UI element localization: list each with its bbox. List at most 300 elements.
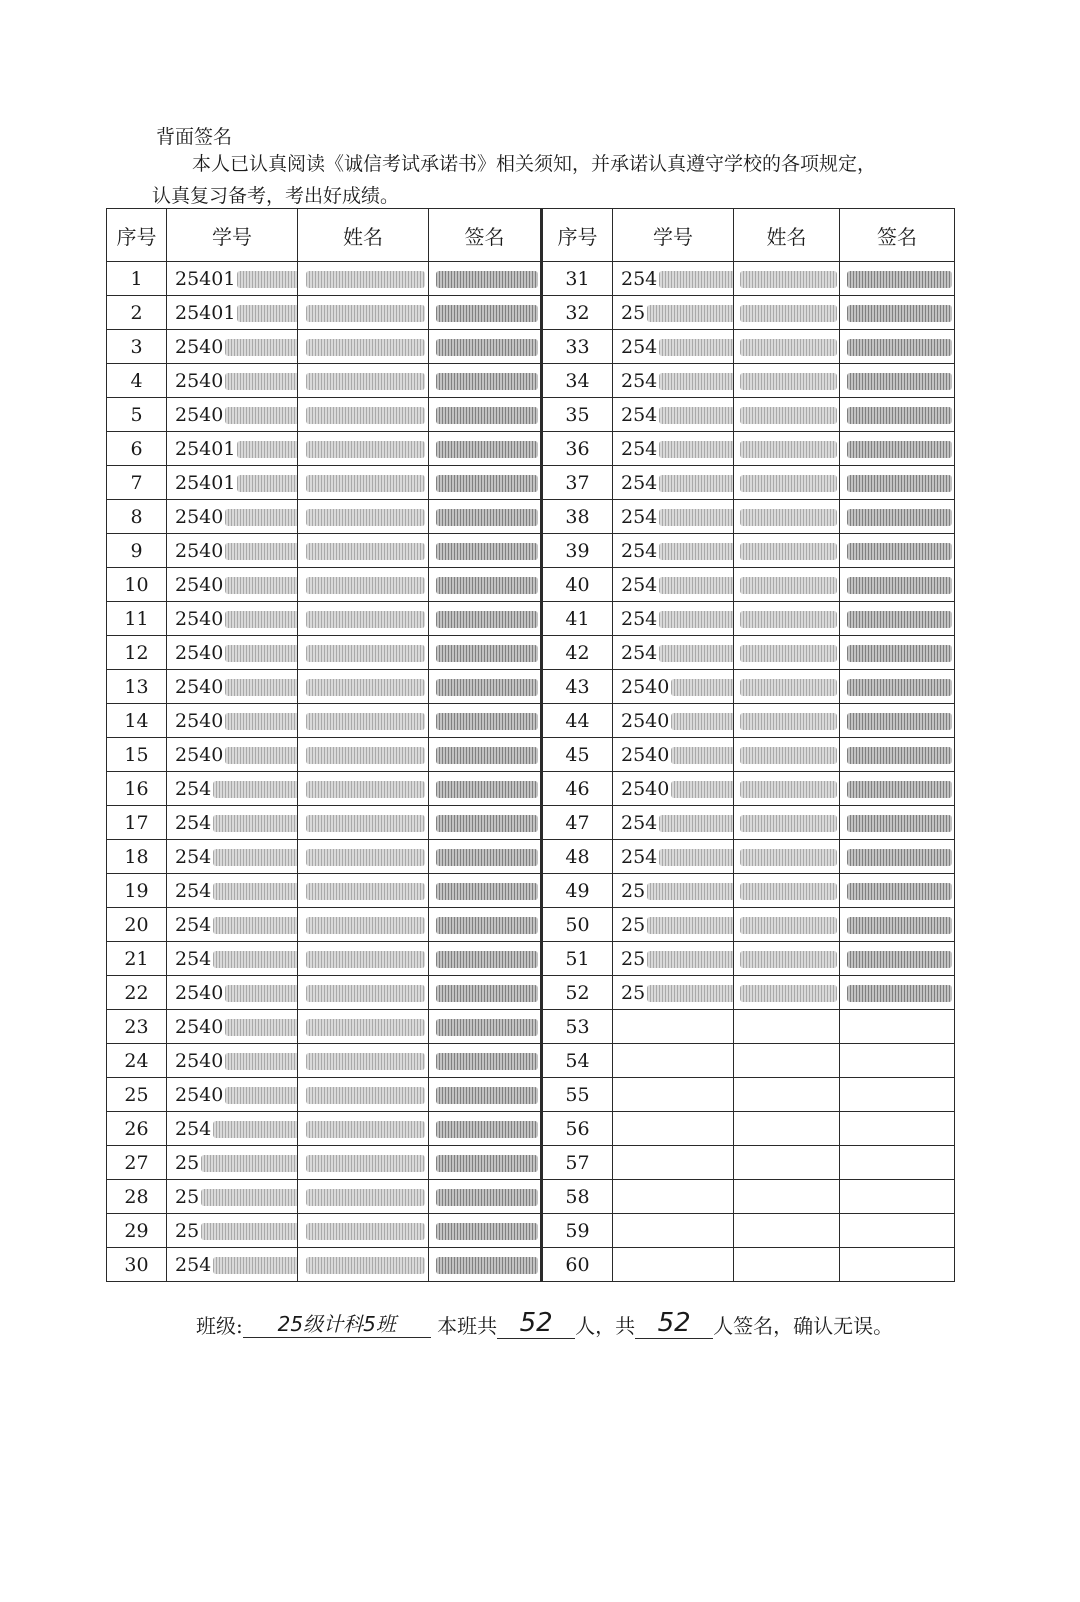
student-id-left — [167, 1248, 298, 1282]
redaction-blur — [225, 373, 297, 390]
student-name-left — [298, 636, 429, 670]
signature-right — [840, 874, 955, 908]
student-id-right-text: 254 — [621, 505, 658, 528]
redaction-blur — [847, 713, 952, 730]
redaction-blur — [740, 917, 837, 934]
row-no-right — [542, 466, 613, 500]
row-no-right — [542, 1044, 613, 1078]
signature-right — [840, 262, 955, 296]
row-no-left-text: 26 — [124, 1117, 149, 1140]
redaction-blur — [436, 1189, 538, 1206]
redaction-blur — [740, 509, 837, 526]
redaction-blur — [213, 1257, 297, 1274]
redaction-blur — [659, 611, 733, 628]
redaction-blur — [436, 373, 538, 390]
table-row — [107, 500, 955, 534]
redaction-blur — [847, 781, 952, 798]
student-id-right — [613, 908, 734, 942]
student-name-right — [734, 738, 840, 772]
redaction-blur — [306, 815, 426, 832]
student-name-left — [298, 262, 429, 296]
student-id-right — [613, 1112, 734, 1146]
redaction-blur — [740, 305, 837, 322]
student-name-left — [298, 1180, 429, 1214]
student-name-left — [298, 500, 429, 534]
student-id-left — [167, 636, 298, 670]
student-id-right — [613, 500, 734, 534]
signature-left — [429, 1010, 542, 1044]
table-row — [107, 602, 955, 636]
redaction-blur — [436, 1121, 538, 1138]
student-id-left — [167, 670, 298, 704]
redaction-blur — [436, 645, 538, 662]
signature-right — [840, 330, 955, 364]
signature-right — [840, 1044, 955, 1078]
student-id-right — [613, 330, 734, 364]
signature-left — [429, 602, 542, 636]
signature-left — [429, 534, 542, 568]
row-no-right-text: 59 — [565, 1219, 590, 1242]
row-no-left — [107, 568, 167, 602]
redaction-blur — [436, 747, 538, 764]
redaction-blur — [306, 1223, 426, 1240]
signature-left — [429, 636, 542, 670]
table-row — [107, 330, 955, 364]
row-no-left-text: 19 — [124, 879, 149, 902]
redaction-blur — [306, 1155, 426, 1172]
table-row — [107, 908, 955, 942]
redaction-blur — [659, 441, 733, 458]
student-id-right-text: 254 — [621, 811, 658, 834]
redaction-blur — [647, 305, 733, 322]
row-no-right-text: 47 — [565, 811, 590, 834]
row-no-left — [107, 262, 167, 296]
row-no-right-text: 49 — [565, 879, 590, 902]
row-no-right — [542, 942, 613, 976]
row-no-left — [107, 840, 167, 874]
student-name-left — [298, 1078, 429, 1112]
redaction-blur — [306, 1053, 426, 1070]
redaction-blur — [436, 1155, 538, 1172]
redaction-blur — [671, 781, 733, 798]
student-id-right — [613, 262, 734, 296]
student-id-left — [167, 1044, 298, 1078]
redaction-blur — [847, 849, 952, 866]
redaction-blur — [213, 951, 297, 968]
row-no-left — [107, 1214, 167, 1248]
redaction-blur — [225, 339, 297, 356]
row-no-right — [542, 1180, 613, 1214]
student-name-left — [298, 670, 429, 704]
redaction-blur — [225, 1019, 297, 1036]
redaction-blur — [225, 713, 297, 730]
redaction-blur — [847, 747, 952, 764]
table-row — [107, 568, 955, 602]
redaction-blur — [847, 271, 952, 288]
student-id-left — [167, 432, 298, 466]
student-name-right — [734, 330, 840, 364]
signature-left — [429, 1146, 542, 1180]
row-no-left — [107, 908, 167, 942]
table-row — [107, 1180, 955, 1214]
redaction-blur — [225, 645, 297, 662]
row-no-left — [107, 1248, 167, 1282]
row-no-right-text: 39 — [565, 539, 590, 562]
table-row — [107, 1112, 955, 1146]
student-id-left-text: 254 — [175, 811, 212, 834]
signed-count: 52 — [635, 1308, 713, 1339]
row-no-left — [107, 1044, 167, 1078]
redaction-blur — [306, 1019, 426, 1036]
student-id-left-text: 2540 — [175, 641, 224, 664]
row-no-right-text: 52 — [565, 981, 590, 1004]
student-name-left — [298, 976, 429, 1010]
student-name-right — [734, 704, 840, 738]
signature-right — [840, 466, 955, 500]
row-no-right-text: 53 — [565, 1015, 590, 1038]
redaction-blur — [436, 1223, 538, 1240]
redaction-blur — [740, 781, 837, 798]
student-id-right-text: 254 — [621, 437, 658, 460]
student-id-left — [167, 874, 298, 908]
student-id-right-text: 254 — [621, 369, 658, 392]
redaction-blur — [201, 1223, 297, 1240]
student-id-right-text: 25 — [621, 947, 646, 970]
student-id-left-text: 2540 — [175, 675, 224, 698]
table-row — [107, 398, 955, 432]
student-id-left — [167, 500, 298, 534]
student-id-right — [613, 432, 734, 466]
row-no-right — [542, 772, 613, 806]
redaction-blur — [201, 1155, 297, 1172]
student-name-right — [734, 1180, 840, 1214]
row-no-left — [107, 874, 167, 908]
student-id-left-text: 2540 — [175, 505, 224, 528]
student-name-left — [298, 1214, 429, 1248]
signature-left — [429, 1248, 542, 1282]
redaction-blur — [306, 917, 426, 934]
student-id-left — [167, 976, 298, 1010]
student-id-left-text: 25401 — [175, 437, 236, 460]
redaction-blur — [659, 509, 733, 526]
student-id-right — [613, 534, 734, 568]
redaction-blur — [225, 407, 297, 424]
redaction-blur — [306, 305, 426, 322]
redaction-blur — [740, 271, 837, 288]
row-no-left — [107, 738, 167, 772]
table-row — [107, 738, 955, 772]
student-id-left-text: 254 — [175, 777, 212, 800]
student-id-left — [167, 942, 298, 976]
row-no-right-text: 51 — [565, 947, 590, 970]
student-id-right-text: 2540 — [621, 675, 670, 698]
student-id-right-text: 25 — [621, 981, 646, 1004]
student-id-right — [613, 976, 734, 1010]
signature-left — [429, 704, 542, 738]
row-no-left — [107, 1010, 167, 1044]
redaction-blur — [847, 543, 952, 560]
row-no-left — [107, 330, 167, 364]
student-id-right — [613, 1078, 734, 1112]
redaction-blur — [436, 339, 538, 356]
col-header-id-left: 学号 — [167, 209, 298, 262]
table-row — [107, 1044, 955, 1078]
row-no-left-text: 10 — [124, 573, 149, 596]
student-name-right — [734, 296, 840, 330]
row-no-left-text: 7 — [130, 471, 143, 494]
signature-right — [840, 364, 955, 398]
student-id-left-text: 254 — [175, 947, 212, 970]
table-row — [107, 364, 955, 398]
student-id-left — [167, 364, 298, 398]
table-row — [107, 534, 955, 568]
pledge-line-1: 本人已认真阅读《诚信考试承诺书》相关须知，并承诺认真遵守学校的各项规定， — [192, 153, 877, 175]
signature-left — [429, 738, 542, 772]
signature-right — [840, 806, 955, 840]
row-no-left-text: 25 — [124, 1083, 149, 1106]
redaction-blur — [847, 339, 952, 356]
student-name-left — [298, 1146, 429, 1180]
table-row — [107, 806, 955, 840]
redaction-blur — [740, 883, 837, 900]
row-no-right — [542, 976, 613, 1010]
student-id-right — [613, 602, 734, 636]
student-name-right — [734, 398, 840, 432]
row-no-left-text: 18 — [124, 845, 149, 868]
student-name-left — [298, 1010, 429, 1044]
redaction-blur — [659, 849, 733, 866]
student-id-right-text: 254 — [621, 471, 658, 494]
student-id-right — [613, 738, 734, 772]
student-id-right-text: 254 — [621, 641, 658, 664]
row-no-left-text: 30 — [124, 1253, 149, 1276]
row-no-right-text: 34 — [565, 369, 590, 392]
row-no-left — [107, 500, 167, 534]
row-no-left — [107, 976, 167, 1010]
page-heading: 背面签名 — [156, 126, 233, 148]
table-row — [107, 976, 955, 1010]
row-no-right-text: 44 — [565, 709, 590, 732]
student-id-left — [167, 398, 298, 432]
signature-right — [840, 772, 955, 806]
signature-right — [840, 432, 955, 466]
row-no-left-text: 13 — [124, 675, 149, 698]
row-no-left — [107, 704, 167, 738]
row-no-right-text: 42 — [565, 641, 590, 664]
student-name-right — [734, 1010, 840, 1044]
redaction-blur — [213, 849, 297, 866]
student-name-right — [734, 262, 840, 296]
student-name-right — [734, 432, 840, 466]
student-id-right-text: 254 — [621, 573, 658, 596]
row-no-left — [107, 1146, 167, 1180]
table-row — [107, 942, 955, 976]
redaction-blur — [306, 373, 426, 390]
redaction-blur — [306, 1087, 426, 1104]
student-name-left — [298, 772, 429, 806]
row-no-left-text: 14 — [124, 709, 149, 732]
student-name-right — [734, 568, 840, 602]
row-no-left-text: 15 — [124, 743, 149, 766]
row-no-right — [542, 330, 613, 364]
redaction-blur — [659, 645, 733, 662]
table-header-row — [107, 209, 955, 262]
row-no-right — [542, 296, 613, 330]
signature-right — [840, 500, 955, 534]
row-no-left — [107, 602, 167, 636]
redaction-blur — [306, 441, 426, 458]
signature-left — [429, 500, 542, 534]
student-id-right — [613, 466, 734, 500]
student-id-right-text: 2540 — [621, 743, 670, 766]
student-name-right — [734, 840, 840, 874]
student-id-right — [613, 636, 734, 670]
row-no-right — [542, 262, 613, 296]
row-no-right — [542, 1248, 613, 1282]
student-name-left — [298, 1044, 429, 1078]
redaction-blur — [647, 883, 733, 900]
student-id-right — [613, 364, 734, 398]
row-no-left — [107, 942, 167, 976]
redaction-blur — [671, 679, 733, 696]
table-row — [107, 704, 955, 738]
student-name-right — [734, 908, 840, 942]
redaction-blur — [306, 849, 426, 866]
row-no-right-text: 41 — [565, 607, 590, 630]
redaction-blur — [225, 509, 297, 526]
redaction-blur — [647, 951, 733, 968]
row-no-right-text: 32 — [565, 301, 590, 324]
redaction-blur — [659, 815, 733, 832]
signature-left — [429, 1214, 542, 1248]
redaction-blur — [847, 985, 952, 1002]
redaction-blur — [436, 781, 538, 798]
redaction-blur — [436, 509, 538, 526]
table-row — [107, 1010, 955, 1044]
redaction-blur — [659, 339, 733, 356]
total-mid: 人，共 — [575, 1314, 636, 1338]
signature-left — [429, 466, 542, 500]
redaction-blur — [436, 1053, 538, 1070]
redaction-blur — [659, 543, 733, 560]
redaction-blur — [213, 883, 297, 900]
student-id-right — [613, 1146, 734, 1180]
table-row — [107, 262, 955, 296]
redaction-blur — [436, 985, 538, 1002]
signature-right — [840, 1146, 955, 1180]
redaction-blur — [436, 1087, 538, 1104]
redaction-blur — [659, 407, 733, 424]
student-id-left-text: 2540 — [175, 573, 224, 596]
student-id-left — [167, 330, 298, 364]
redaction-blur — [201, 1189, 297, 1206]
student-id-left-text: 254 — [175, 845, 212, 868]
row-no-right-text: 60 — [565, 1253, 590, 1276]
signature-right — [840, 1112, 955, 1146]
student-id-left-text: 25 — [175, 1219, 200, 1242]
redaction-blur — [436, 577, 538, 594]
signature-left — [429, 1044, 542, 1078]
row-no-left — [107, 398, 167, 432]
col-header-name-left: 姓名 — [298, 209, 429, 262]
signature-right — [840, 840, 955, 874]
student-id-left-text: 2540 — [175, 335, 224, 358]
student-name-right — [734, 976, 840, 1010]
student-name-left — [298, 942, 429, 976]
col-header-no-left: 序号 — [107, 209, 167, 262]
student-id-left-text: 25 — [175, 1185, 200, 1208]
redaction-blur — [213, 781, 297, 798]
row-no-left — [107, 364, 167, 398]
row-no-left-text: 22 — [124, 981, 149, 1004]
row-no-right — [542, 840, 613, 874]
row-no-left-text: 6 — [130, 437, 143, 460]
redaction-blur — [436, 1019, 538, 1036]
col-header-sign-right: 签名 — [840, 209, 955, 262]
redaction-blur — [847, 951, 952, 968]
table-row — [107, 840, 955, 874]
student-id-left — [167, 1146, 298, 1180]
row-no-right-text: 58 — [565, 1185, 590, 1208]
row-no-right-text: 38 — [565, 505, 590, 528]
signature-left — [429, 1180, 542, 1214]
signature-left — [429, 432, 542, 466]
student-name-left — [298, 1248, 429, 1282]
redaction-blur — [847, 577, 952, 594]
redaction-blur — [659, 373, 733, 390]
student-name-right — [734, 500, 840, 534]
student-name-right — [734, 670, 840, 704]
student-id-right-text: 2540 — [621, 709, 670, 732]
redaction-blur — [237, 271, 297, 288]
col-header-no-right: 序号 — [542, 209, 613, 262]
signature-left — [429, 568, 542, 602]
table-row — [107, 296, 955, 330]
class-value: 25级计科5班 — [243, 1308, 431, 1338]
student-id-left — [167, 602, 298, 636]
signature-left — [429, 772, 542, 806]
redaction-blur — [740, 441, 837, 458]
student-id-left-text: 25 — [175, 1151, 200, 1174]
redaction-blur — [847, 645, 952, 662]
row-no-right-text: 55 — [565, 1083, 590, 1106]
student-name-left — [298, 466, 429, 500]
student-id-left-text: 2540 — [175, 743, 224, 766]
class-label: 班级: — [196, 1314, 243, 1338]
student-name-right — [734, 1112, 840, 1146]
redaction-blur — [225, 985, 297, 1002]
student-name-right — [734, 466, 840, 500]
row-no-left-text: 3 — [130, 335, 143, 358]
redaction-blur — [306, 781, 426, 798]
signature-right — [840, 1180, 955, 1214]
redaction-blur — [740, 985, 837, 1002]
row-no-left-text: 4 — [130, 369, 143, 392]
signature-left — [429, 296, 542, 330]
signature-right — [840, 1010, 955, 1044]
signature-right — [840, 1248, 955, 1282]
student-id-left-text: 25401 — [175, 301, 236, 324]
signature-left — [429, 1112, 542, 1146]
student-id-right — [613, 772, 734, 806]
student-id-left — [167, 1010, 298, 1044]
redaction-blur — [436, 815, 538, 832]
row-no-right — [542, 1146, 613, 1180]
student-id-left — [167, 840, 298, 874]
student-id-left-text: 2540 — [175, 1015, 224, 1038]
student-name-right — [734, 534, 840, 568]
row-no-right-text: 54 — [565, 1049, 590, 1072]
